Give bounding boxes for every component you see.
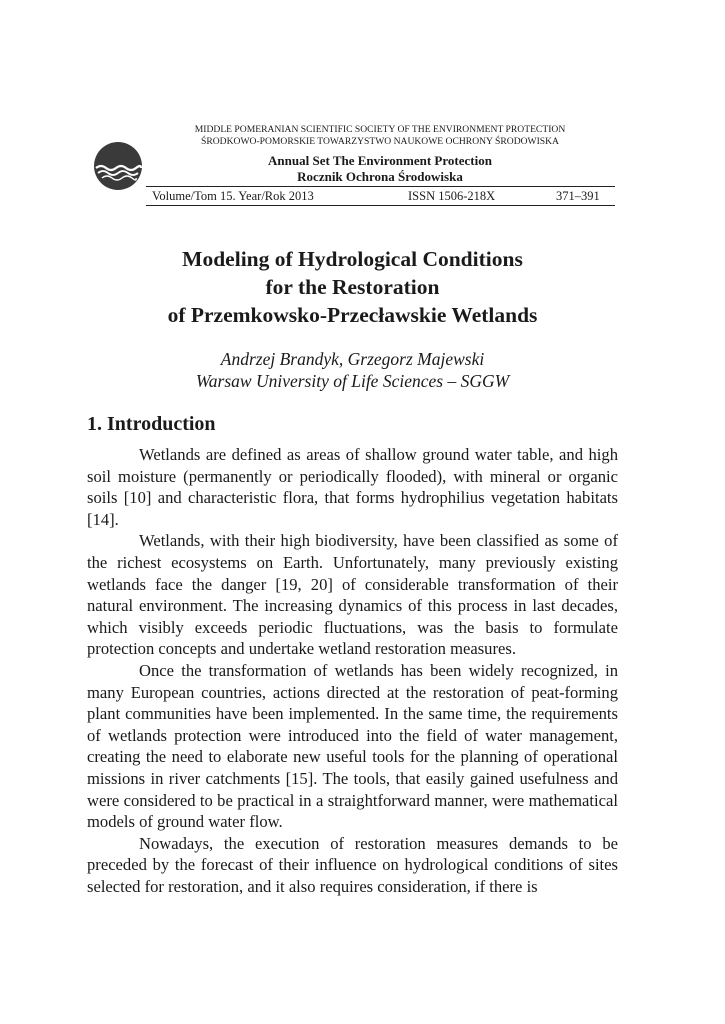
- authors: Andrzej Brandyk, Grzegorz Majewski: [220, 349, 485, 369]
- header-rule-bottom: [146, 205, 615, 206]
- paragraph: Once the transformation of wetlands has been widely recognized, in many European countries, actions directed at the restoration of peat-forming plant communities have been implemented. In the same time, the requirements of wetlands protection were introduced into the field of water management, creating the need to elaborate new useful tools for the planning of operational missions in river catchments [15]. The tools, that easily gained usefulness and were considered to be practical in a straightforward manner, were mathematical models of ground water flow.: [87, 660, 618, 832]
- paragraph: Wetlands, with their high biodiversity, have been classified as some of the richest ecosystems on Earth. Unfortunately, many previously existing wetlands face the danger [19, 20] of considerable transformation of their natural environment. The increasing dynamics of this process in last decades, which visibly exceeds periodic fluctuations, was the basis to formulate protection concepts and undertake wetland restoration measures.: [87, 531, 618, 659]
- society-name-en: MIDDLE POMERANIAN SCIENTIFIC SOCIETY OF THE ENVIRONMENT PROTECTION: [194, 124, 566, 135]
- page-range: 371–391: [556, 189, 600, 203]
- paragraph: Nowadays, the execution of restoration measures demands to be preceded by the forecast of their influence on hydrological conditions of sites selected for restoration, and it also requires consideration, if there is: [87, 833, 618, 896]
- journal-title-pl: Rocznik Ochrona Środowiska: [297, 169, 463, 184]
- volume-info: Volume/Tom 15. Year/Rok 2013: [152, 189, 314, 203]
- society-name-pl: ŚRODKOWO-POMORSKIE TOWARZYSTWO NAUKOWE OCHRONY ŚRODOWISKA: [201, 136, 559, 147]
- section-heading: 1. Introduction: [87, 413, 216, 435]
- issn-info: ISSN 1506-218X: [408, 189, 496, 203]
- society-logo-icon: [93, 141, 143, 191]
- article-title-line-2: for the Restoration: [265, 275, 440, 299]
- header-rule-top: [146, 186, 615, 187]
- journal-title-en: Annual Set The Environment Protection: [268, 153, 492, 168]
- article-title-line-1: Modeling of Hydrological Conditions: [182, 247, 523, 271]
- body-text: [87, 444, 618, 897]
- affiliation: Warsaw University of Life Sciences – SGGW: [195, 371, 510, 391]
- article-title-line-3: of Przemkowsko-Przecławskie Wetlands: [167, 303, 538, 327]
- paragraph: Wetlands are defined as areas of shallow ground water table, and high soil moisture (permanently or periodically flooded), with mineral or organic soils [10] and characteristic flora, that forms hydrophilius vegetation habitats [14].: [87, 445, 618, 529]
